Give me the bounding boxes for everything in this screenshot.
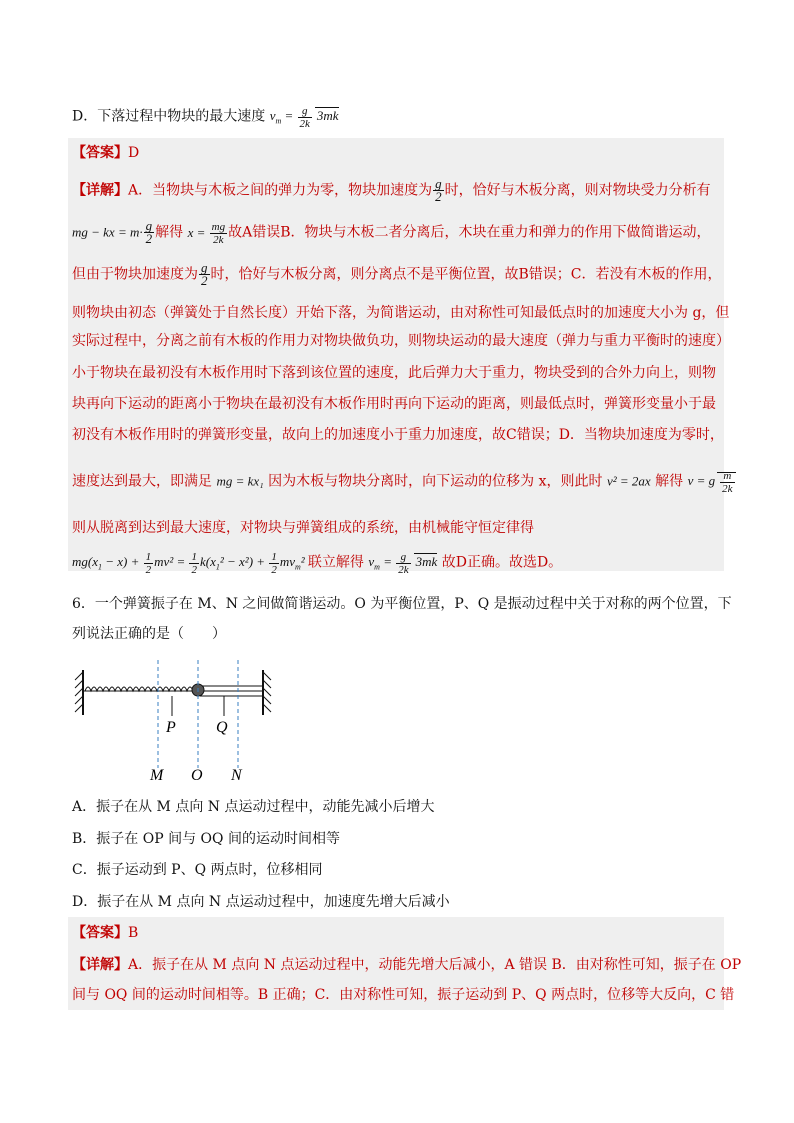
detail-line-9 [72, 470, 736, 495]
energy-formula: $mg(x_1 - x)$ + $\frac{1}{2}$ mv² = $\frac{1}{2}$ $k(x_1^2 - x^2)$ + $\frac{1}{2}$ $mv_m^2$ [72, 551, 308, 576]
fraction-g-2: $\frac{g}{2}$ [145, 218, 153, 246]
detail-line-10: 则从脱离到达到最大速度，对物块与弹簧组成的系统，由机械能守恒定律得 [72, 520, 534, 536]
option-a: A．振子在从 M 点向 N 点运动过程中，动能先减小后增大 [72, 799, 435, 815]
formula: v² = 2ax [606, 473, 651, 489]
detail-line-7: 块再向下运动的距离小于物块在最初没有木板作用时再向下运动的距离，则最低点时，弹簧形变量小于最 [72, 396, 716, 412]
detail-line-6: 小于物块在最初没有木板作用时下落到该位置的速度，此后弹力大于重力，物块受到的合外力向上，则物 [72, 365, 716, 381]
answer-value: B [128, 925, 139, 941]
fraction-g-2: $\frac{g}{2}$ [435, 176, 442, 204]
formula: mg = kx₁ [216, 473, 264, 489]
detail-text: 故D正确。故选D。 [441, 554, 563, 571]
formula-x: x = $\frac{mg}{2k}$ [187, 221, 226, 247]
option-c: C．振子运动到 P、Q 两点时，位移相同 [72, 862, 323, 878]
answer-value: D [128, 145, 140, 161]
detail-line-3 [72, 262, 722, 287]
question6-stem-1: 6．一个弹簧振子在 M、N 之间做简谐运动。O 为平衡位置，P、Q 是振动过程中关于对称的两个位置，下 [72, 596, 732, 612]
formula: mg − kx = m· [72, 224, 143, 240]
option-d-prev [72, 105, 339, 132]
q6-detail-line-1 [72, 955, 741, 975]
detail-line-5: 实际过程中，分离之前有木板的作用力对物块做负功，则物块运动的最大速度（弹力与重力平衡时的速度） [72, 333, 730, 349]
label-o: O [191, 767, 203, 784]
detail-label: 【详解】 [72, 182, 128, 199]
formula-v: v = g $\frac{m}{2k}$ [688, 473, 736, 488]
option-d-text: D．下落过程中物块的最大速度 [72, 108, 266, 125]
fraction-g-2: $\frac{g}{2}$ [201, 260, 208, 288]
detail-line-8: 初没有木板作用时的弹簧形变量，故向上的加速度小于重力加速度，故C错误；D．当物块加速度为零时， [72, 427, 724, 443]
detail-text: A．振子在从 M 点向 N 点运动过程中，动能先增大后减小，A 错误 B．由对称性可知，振子在 OP [128, 957, 742, 973]
detail-text: 因为木板与物块分离时，向下运动的位移为 x，则此时 [268, 473, 603, 490]
label-q: Q [216, 719, 228, 736]
formula-vm: $v_m$ = $\frac{g}{2k}$ 3mk [368, 551, 438, 576]
option-d-formula: $v_m$ = $\frac{g}{2k}$ 3mk [269, 105, 339, 130]
question6-stem-2: 列说法正确的是（ ） [72, 626, 226, 642]
detail-text: 速度达到最大，即满足 [72, 473, 212, 490]
detail-text: 但由于物块加速度为 [72, 266, 198, 283]
detail-line-11 [72, 551, 562, 578]
detail-text: 解得 [655, 473, 684, 490]
q6-detail-line-2: 间与 OQ 间的运动时间相等。B 正确；C．由对称性可知，振子运动到 P、Q 两点时，位移等大反向，C 错 [72, 987, 735, 1003]
answer-label: 【答案】 [72, 145, 128, 161]
answer-line-q6 [72, 923, 138, 943]
spring-oscillator-figure [70, 660, 280, 785]
option-b: B．振子在 OP 间与 OQ 间的运动时间相等 [72, 831, 340, 847]
detail-text: A．当物块与木板之间的弹力为零，物块加速度为 [128, 182, 433, 199]
detail-text: 时，恰好与木板分离，则分离点不是平衡位置，故B错误；C．若没有木板的作用， [210, 266, 722, 283]
label-p: P [166, 719, 176, 736]
detail-text: 联立解得 [307, 554, 364, 571]
option-d: D．振子在从 M 点向 N 点运动过程中，加速度先增大后减小 [72, 894, 450, 910]
detail-text: 解得 [155, 224, 184, 241]
detail-text: 故A错误B．物块与木板二者分离后，木块在重力和弹力的作用下做简谐运动， [228, 224, 711, 241]
answer-label: 【答案】 [72, 925, 128, 941]
detail-line-2 [72, 220, 710, 246]
detail-line-4: 则物块由初态（弹簧处于自然长度）开始下落，为简谐运动，由对称性可知最低点时的加速度大小为 g，但 [72, 305, 730, 321]
detail-label: 【详解】 [72, 957, 128, 973]
detail-line-1 [72, 178, 711, 203]
label-n: N [231, 767, 242, 784]
detail-text: 时，恰好与木板分离，则对物块受力分析有 [444, 182, 711, 199]
answer-line-prev [72, 143, 139, 163]
label-m: M [150, 767, 164, 784]
